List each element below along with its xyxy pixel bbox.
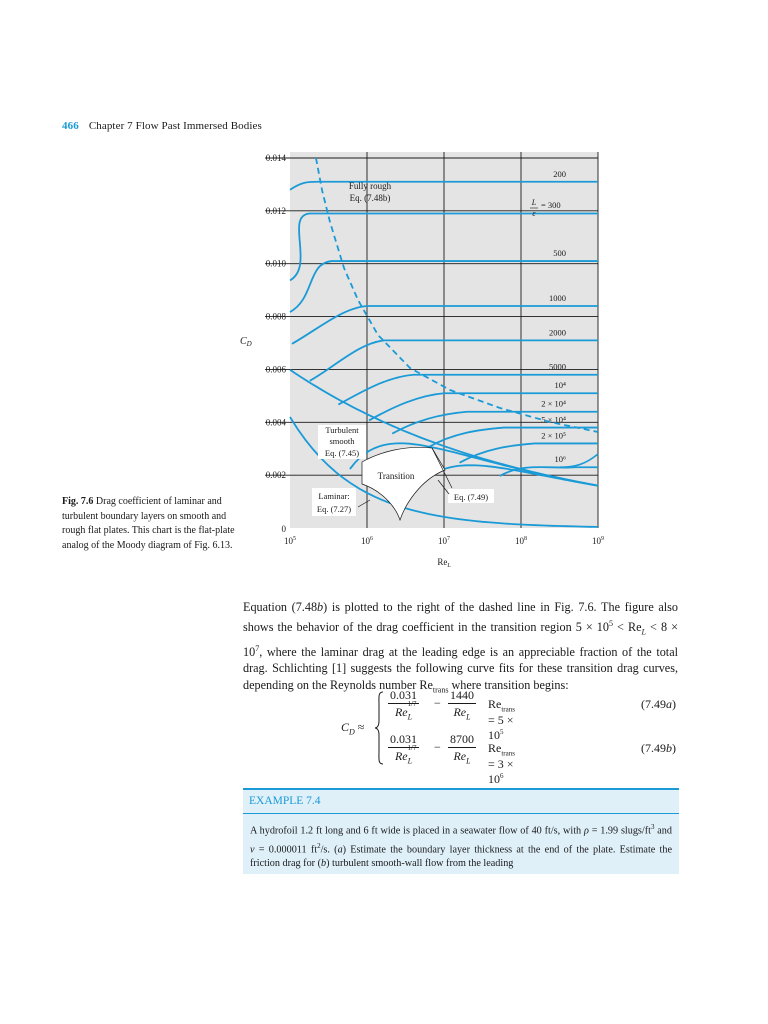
para-sub: L	[641, 627, 646, 637]
fraction-1	[388, 688, 419, 725]
para-part: < Re	[613, 619, 642, 634]
y-tick-label: 0.002	[265, 470, 286, 481]
y-axis-ticks	[240, 153, 287, 534]
equation-number: (7.49a)	[641, 697, 676, 711]
y-tick-label: 0.012	[265, 205, 286, 216]
l-symbol: L	[531, 198, 537, 207]
para-sup: 7	[255, 643, 260, 653]
example-title: EXAMPLE 7.4	[249, 795, 321, 807]
annotation-fully-rough: Fully rough	[348, 181, 392, 191]
frac-den: $Re_L$	[453, 705, 471, 722]
eq-cd-sub: D	[349, 727, 355, 737]
example-text: A hydrofoil 1.2 ft long and 6 ft wide is placed in a seawater flow of 40 ft/s, with ρ = 1.99 slugs/$ft^3$ and ν = 0.000011 $ft^2/s$. (a) Estimate the boundary layer thickness at the end of the plate. Estimate the friction drag for (b) turbulent smooth-wall flow from the leading	[250, 823, 672, 870]
rough-level-label: 1000	[549, 293, 566, 303]
para-part: , where the laminar drag at the leading edge is an appreciable fraction of the total drag. Schlichting [1] suggests the following curve fits for these transition drag curves, depending on the Reynolds number Re	[243, 644, 678, 692]
para-sup: 5	[609, 618, 613, 628]
frac-num: 8700	[450, 732, 474, 746]
para-sub: trans	[432, 685, 449, 695]
y-tick-label: 0.006	[265, 364, 286, 375]
equation-749	[243, 688, 680, 787]
rough-level-label: 2 × 10⁵	[541, 430, 566, 441]
eq-approx: ≈	[357, 720, 365, 734]
frac-den: $Re_L$	[453, 749, 471, 766]
annotation-smooth: smooth	[329, 436, 355, 446]
rough-level-label: 2000	[549, 327, 566, 338]
fraction-2	[448, 732, 476, 769]
y-tick-label: 0.004	[265, 417, 286, 428]
y-tick-label: 0.014	[265, 153, 286, 163]
frac-den: Re 1/7 $_L$	[394, 744, 417, 766]
rough-level-label: 5000	[549, 361, 566, 372]
para-part: < 8 × 10	[243, 619, 678, 659]
frac-num: 1440	[450, 688, 474, 702]
x-axis-label: $Re_L$	[437, 557, 451, 569]
x-tick-label: $10^8$	[515, 536, 527, 546]
equation-lhs	[341, 720, 364, 736]
annotation-laminar: Laminar:	[318, 491, 350, 501]
fraction-2	[448, 688, 476, 725]
annotation-turbulent: Turbulent	[325, 425, 359, 435]
x-tick-label: $10^6$	[361, 536, 373, 546]
para-italic: b	[317, 600, 324, 614]
body-paragraph	[243, 599, 678, 699]
eq-cd: C	[341, 720, 350, 734]
epsilon-symbol: ε	[532, 209, 536, 218]
para-part: ) is plotted to the right of the dashed line in Fig. 7.6. The figure also shows the behavior of the drag coefficient in the transition region 5 × 10	[243, 600, 679, 634]
rough-level-label: 10⁶	[554, 454, 566, 465]
annotation-eq727: Eq. (7.27)	[316, 504, 352, 514]
annotation-eq749: Eq. (7.49)	[453, 492, 489, 502]
left-brace	[374, 691, 384, 765]
x-tick-label: $10^5$	[284, 536, 296, 546]
equation-number: (7.49b)	[641, 741, 676, 755]
example-box	[243, 788, 679, 874]
frac-num: 0.031	[390, 688, 417, 702]
figure-caption	[62, 495, 237, 553]
y-tick-label: 0.010	[265, 258, 286, 269]
transition-condition: $Re_{trans} = 3 \times 10^6$	[488, 741, 515, 787]
y-tick-label: 0	[281, 524, 286, 534]
figure-caption-text: Drag coefficient of laminar and turbulent boundary layers on smooth and rough flat plates. This chart is the flat-plate analog of the Moody diagram of Fig. 6.13.	[62, 496, 235, 551]
chapter-title: Chapter 7 Flow Past Immersed Bodies	[88, 120, 262, 132]
transition-condition: $Re_{trans} = 5 \times 10^5$	[488, 697, 515, 743]
y-tick-label: 0.008	[265, 311, 286, 322]
page-number: 466	[62, 120, 79, 132]
x-axis-ticks	[284, 536, 604, 569]
annotation-fully-rough-eq: Eq. (7.48b)	[349, 193, 391, 203]
frac-num: 0.031	[390, 732, 417, 746]
fraction-1	[388, 732, 419, 769]
x-tick-label: $10^9$	[592, 536, 604, 546]
rough-level-label: 10⁴	[554, 380, 566, 391]
figure-label: Fig. 7.6	[62, 496, 94, 507]
rough-level-label: 500	[553, 248, 566, 259]
l-over-e-value: = 300	[541, 200, 561, 210]
para-part: Equation (7.48	[243, 600, 318, 614]
rough-level-label: 2 × 10⁴	[541, 398, 566, 409]
y-axis-label: $C_D$	[240, 336, 252, 348]
minus-sign: −	[434, 740, 441, 754]
frac-den: Re 1/7 $_L$	[394, 700, 417, 722]
minus-sign: −	[434, 696, 441, 710]
rough-level-label: 200	[553, 168, 566, 179]
x-tick-label: $10^7$	[438, 536, 450, 546]
annotation-eq745: Eq. (7.45)	[324, 448, 360, 458]
para-part: where transition begins:	[448, 677, 569, 692]
rough-level-label: 5 × 10⁴	[541, 414, 566, 425]
annotation-transition: Transition	[377, 471, 415, 481]
